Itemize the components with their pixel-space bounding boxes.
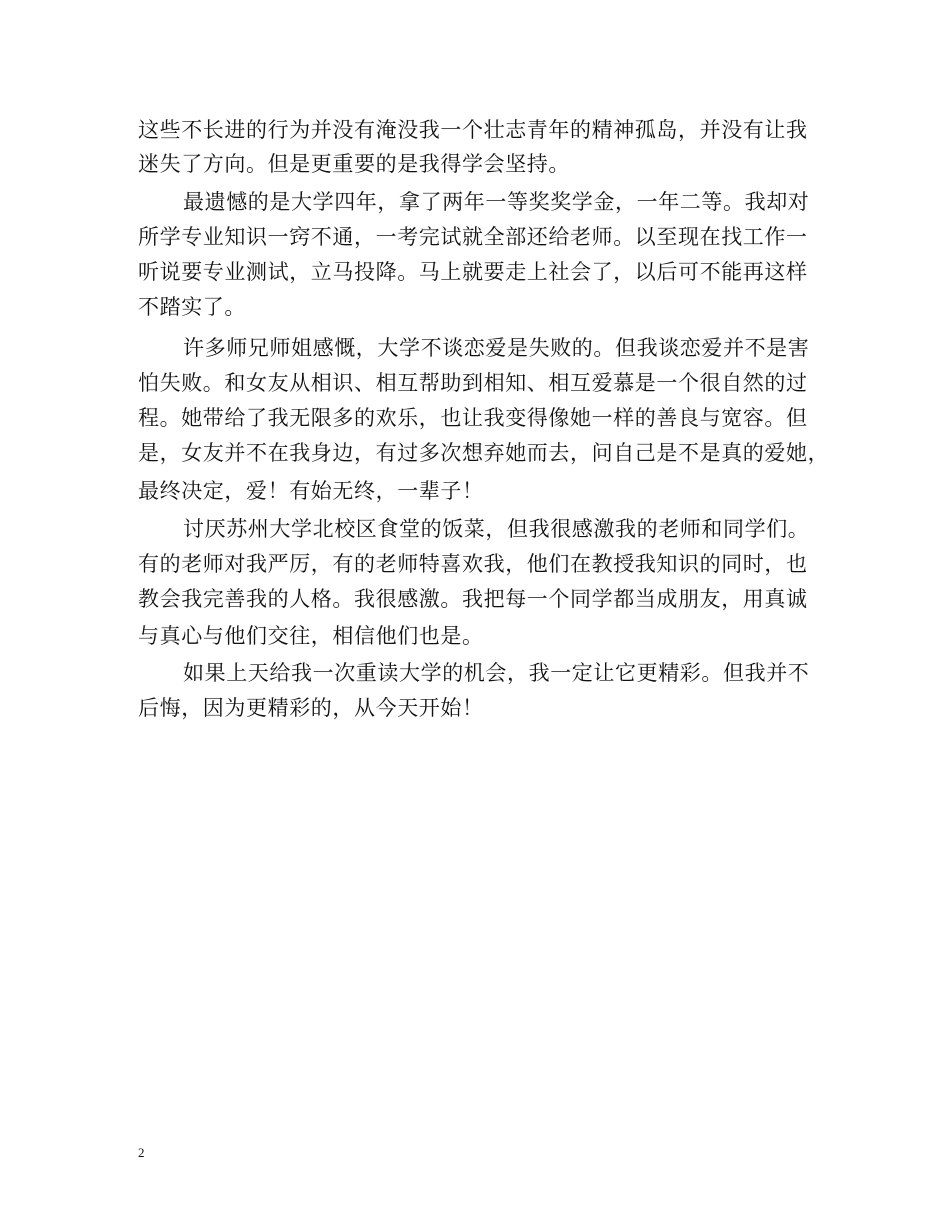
text-line: 有的老师对我严厉，有的老师特喜欢我，他们在教授我知识的同时，也 xyxy=(138,552,808,576)
paragraph-first-line: 许多师兄师姐感慨，大学不谈恋爱是失败的。但我谈恋爱并不是害 xyxy=(183,336,810,360)
paragraph-first-line: 最遗憾的是大学四年，拿了两年一等奖奖学金，一年二等。我却对 xyxy=(183,190,810,214)
page-number: 2 xyxy=(138,1145,145,1160)
text-line: 迷失了方向。但是更重要的是我得学会坚持。 xyxy=(138,152,570,176)
text-line: 听说要专业测试，立马投降。马上就要走上社会了，以后可不能再这样 xyxy=(138,260,808,284)
text-line: 这些不长进的行为并没有淹没我一个壮志青年的精神孤岛，并没有让我 xyxy=(138,118,808,142)
text-line: 是，女友并不在我身边，有过多次想弃她而去，问自己是不是真的爱她， xyxy=(138,441,830,465)
paragraph-first-line: 如果上天给我一次重读大学的机会，我一定让它更精彩。但我并不 xyxy=(183,661,810,685)
text-line: 教会我完善我的人格。我很感激。我把每一个同学都当成朋友，用真诚 xyxy=(138,587,808,611)
text-line: 所学专业知识一窍不通，一考完试就全部还给老师。以至现在找工作一 xyxy=(138,225,808,249)
text-line: 不踏实了。 xyxy=(138,295,246,319)
text-line: 与真心与他们交往，相信他们也是。 xyxy=(138,624,484,648)
text-line: 怕失败。和女友从相识、相互帮助到相知、相互爱慕是一个很自然的过 xyxy=(138,371,808,395)
text-line: 后悔，因为更精彩的，从今天开始！ xyxy=(138,696,484,720)
text-line: 程。她带给了我无限多的欢乐，也让我变得像她一样的善良与宽容。但 xyxy=(138,406,808,430)
text-line: 最终决定，爱！有始无终，一辈子！ xyxy=(138,479,484,503)
paragraph-first-line: 讨厌苏州大学北校区食堂的饭菜，但我很感激我的老师和同学们。 xyxy=(183,517,810,541)
